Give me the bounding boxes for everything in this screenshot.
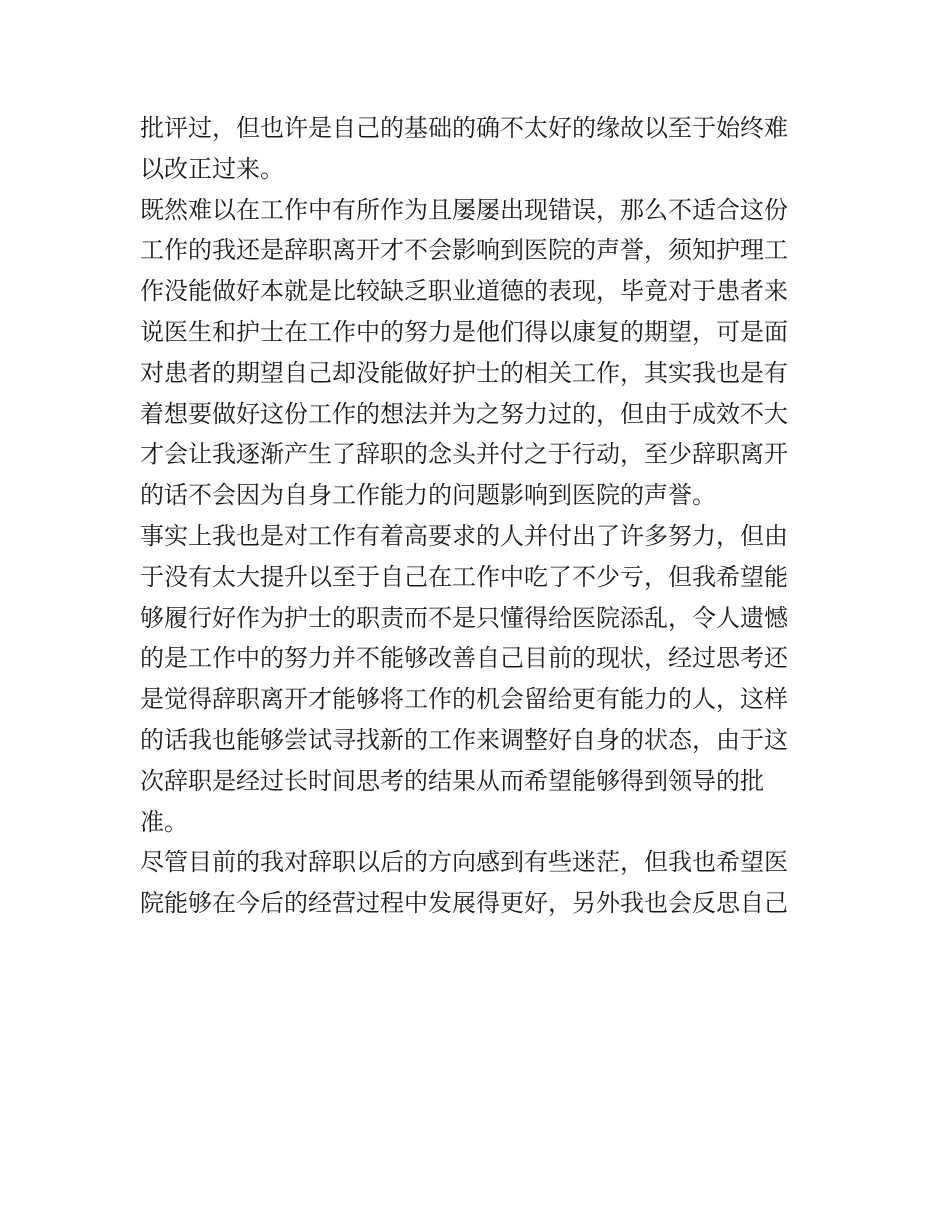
text-line: 着想要做好这份工作的想法并为之努力过的，但由于成效不大 — [140, 399, 788, 428]
text-line: 的是工作中的努力并不能够改善自己目前的现状，经过思考还 — [140, 644, 788, 673]
text-line: 才会让我逐渐产生了辞职的念头并付之于行动，至少辞职离开 — [140, 440, 788, 469]
text-line: 批评过，但也许是自己的基础的确不太好的缘故以至于始终难 — [140, 114, 788, 142]
text-line: 够履行好作为护士的职责而不是只懂得给医院添乱，令人遗憾 — [140, 603, 788, 632]
text-line: 次辞职是经过长时间思考的结果从而希望能够得到领导的批 — [140, 766, 764, 795]
text-line: 事实上我也是对工作有着高要求的人并付出了许多努力，但由 — [140, 521, 788, 550]
letter-body — [140, 108, 840, 924]
text-line: 院能够在今后的经营过程中发展得更好，另外我也会反思自己 — [140, 889, 788, 918]
text-line: 的话不会因为自身工作能力的问题影响到医院的声誉。 — [140, 481, 716, 510]
text-line: 说医生和护士在工作中的努力是他们得以康复的期望，可是面 — [140, 317, 788, 346]
text-line: 的话我也能够尝试寻找新的工作来调整好自身的状态，由于这 — [140, 725, 788, 754]
text-line: 作没能做好本就是比较缺乏职业道德的表现，毕竟对于患者来 — [140, 277, 788, 306]
text-line: 于没有太大提升以至于自己在工作中吃了不少亏，但我希望能 — [140, 562, 788, 591]
text-line: 尽管目前的我对辞职以后的方向感到有些迷茫，但我也希望医 — [140, 848, 788, 877]
text-line: 准。 — [140, 807, 188, 836]
text-line: 工作的我还是辞职离开才不会影响到医院的声誉，须知护理工 — [140, 236, 788, 265]
text-line: 既然难以在工作中有所作为且屡屡出现错误，那么不适合这份 — [140, 195, 788, 224]
text-line: 是觉得辞职离开才能够将工作的机会留给更有能力的人，这样 — [140, 685, 788, 714]
text-line: 以改正过来。 — [140, 154, 284, 183]
text-line: 对患者的期望自己却没能做好护士的相关工作，其实我也是有 — [140, 358, 788, 387]
